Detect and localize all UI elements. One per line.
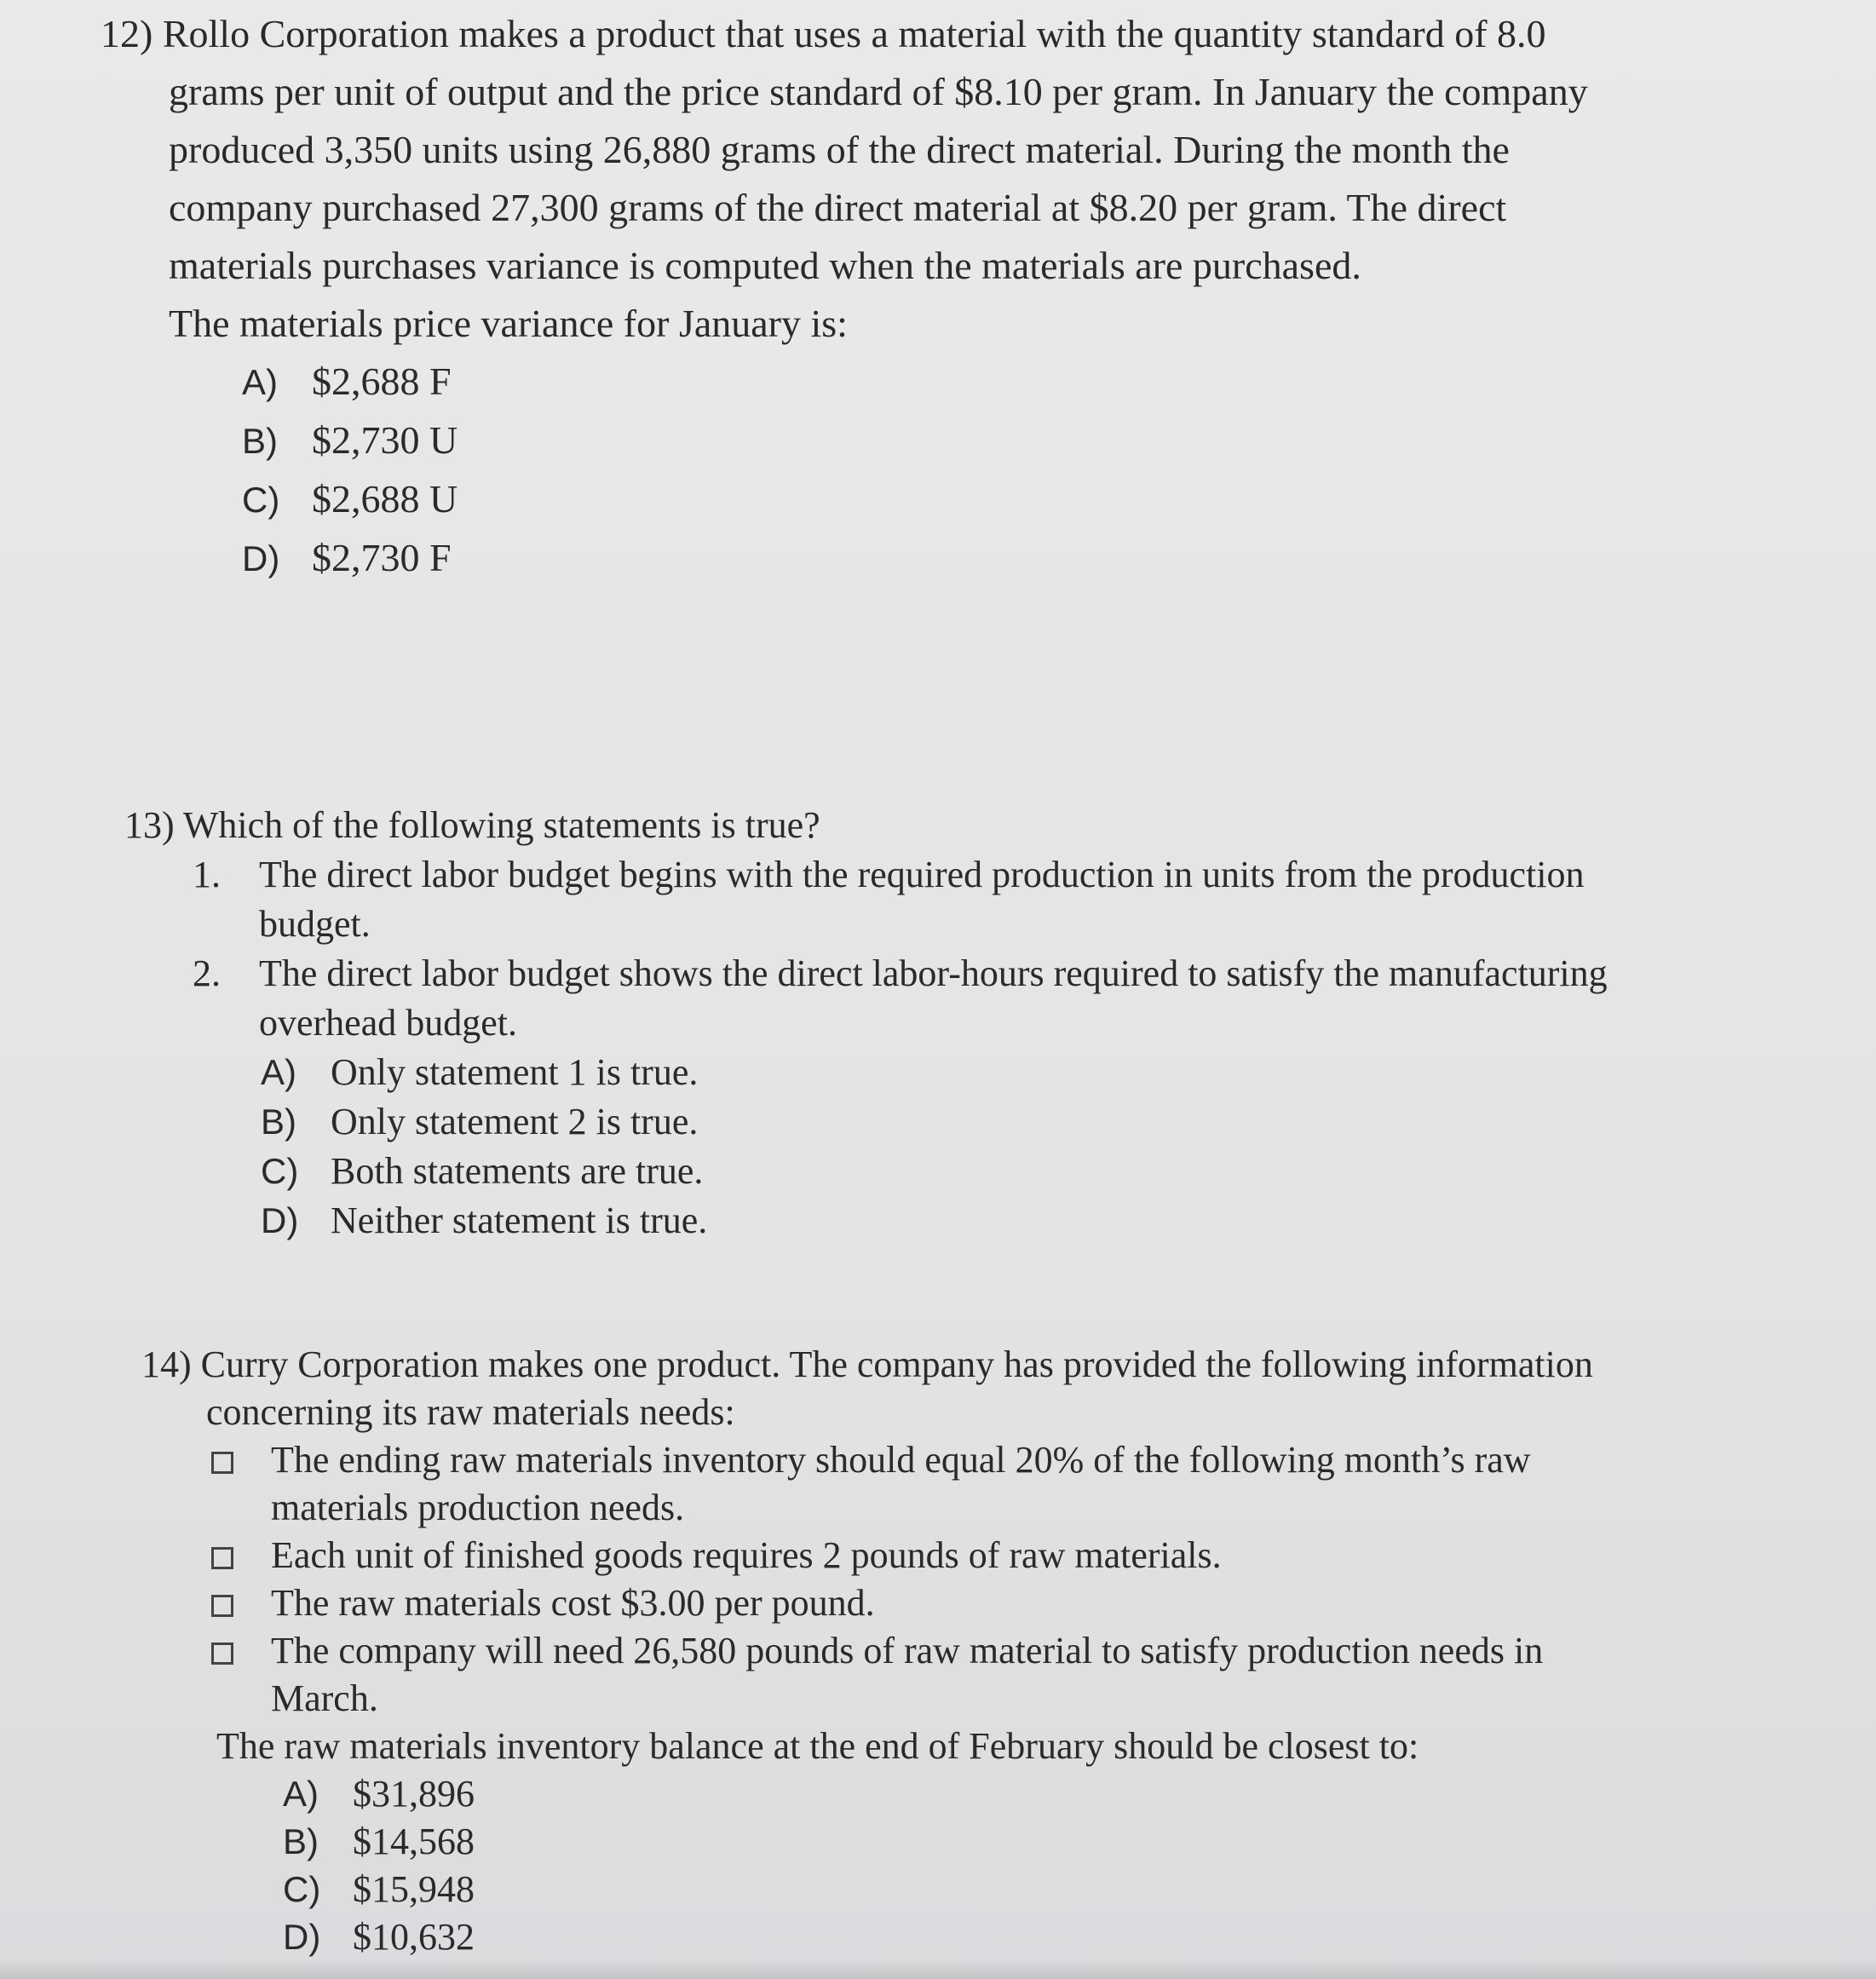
answer-choice-d [242, 529, 1830, 588]
info-bullet-list [211, 1436, 1871, 1723]
choice-text: $10,632 [353, 1916, 475, 1958]
statement-number: 2. [193, 952, 221, 994]
choice-text: $15,948 [353, 1868, 475, 1910]
choice-text: $31,896 [353, 1773, 475, 1815]
info-bullet [211, 1627, 1871, 1723]
question-number: 13) [124, 804, 175, 846]
answer-choice-c [242, 470, 1830, 529]
bullet-text-line: Each unit of finished goods requires 2 pounds of raw materials. [271, 1534, 1222, 1576]
statement-1 [193, 850, 1854, 949]
choice-text: $2,730 U [312, 418, 458, 462]
choice-text: Only statement 2 is true. [331, 1101, 699, 1142]
question-prompt: The materials price variance for January is: [169, 302, 848, 345]
question-13 [124, 801, 1854, 1246]
choice-letter: D) [283, 1917, 321, 1957]
question-text-line: concerning its raw materials needs: [206, 1391, 735, 1433]
choice-letter: D) [261, 1200, 299, 1240]
question-number: 12) [101, 12, 153, 55]
choice-letter: A) [283, 1774, 319, 1814]
choice-letter: D) [242, 538, 280, 578]
choice-text: Both statements are true. [331, 1150, 704, 1192]
answer-choice-d [283, 1913, 1871, 1961]
statement-list [193, 850, 1854, 1048]
info-bullet [211, 1436, 1871, 1532]
question-text-line: company purchased 27,300 grams of the direct material at $8.20 per gram. The direct [169, 186, 1507, 229]
statement-text-line: The direct labor budget shows the direct labor-hours required to satisfy the manufacturing [259, 952, 1608, 994]
choice-text: Neither statement is true. [331, 1199, 708, 1241]
bullet-text-line: The company will need 26,580 pounds of raw material to satisfy production needs in [271, 1630, 1544, 1671]
answer-choice-b [283, 1818, 1871, 1866]
checkbox-bullet-icon [211, 1642, 233, 1665]
answer-choice-a [242, 353, 1830, 411]
bullet-text-line: materials production needs. [271, 1487, 685, 1528]
choice-letter: C) [283, 1869, 321, 1909]
screen-bottom-edge [0, 1959, 1876, 1979]
choice-letter: B) [261, 1102, 296, 1142]
question-text-line: Curry Corporation makes one product. The company has provided the following information [200, 1343, 1593, 1385]
statement-text-line: overhead budget. [259, 1002, 517, 1044]
bullet-text-line: The ending raw materials inventory should equal 20% of the following month’s raw [271, 1439, 1531, 1481]
question-12-stem [101, 5, 1830, 63]
checkbox-bullet-icon [211, 1547, 233, 1569]
question-text-line: grams per unit of output and the price standard of $8.10 per gram. In January the company [169, 70, 1588, 113]
choice-text: $2,688 U [312, 477, 458, 521]
answer-choice-c [261, 1147, 1854, 1196]
question-number: 14) [141, 1343, 192, 1385]
statement-text-line: budget. [259, 903, 371, 945]
answer-choice-b [261, 1097, 1854, 1147]
choice-text: $2,688 F [312, 360, 452, 403]
question-14 [141, 1341, 1871, 1961]
answer-choice-a [261, 1048, 1854, 1097]
answer-choice-b [242, 411, 1830, 470]
choice-text: $2,730 F [312, 536, 452, 579]
statement-text-line: The direct labor budget begins with the required production in units from the production [259, 854, 1585, 895]
question-text: Which of the following statements is true? [182, 804, 820, 846]
choice-letter: C) [261, 1151, 299, 1191]
info-bullet [211, 1579, 1871, 1627]
question-14-stem [141, 1341, 1871, 1389]
answer-choices [242, 353, 1830, 588]
answer-choices [261, 1048, 1854, 1246]
question-prompt: The raw materials inventory balance at the end of February should be closest to: [216, 1725, 1419, 1767]
choice-letter: A) [261, 1052, 296, 1092]
checkbox-bullet-icon [211, 1452, 233, 1474]
choice-letter: B) [242, 421, 278, 461]
choice-text: Only statement 1 is true. [331, 1051, 699, 1093]
checkbox-bullet-icon [211, 1595, 233, 1617]
answer-choices [283, 1770, 1871, 1961]
question-text-line: materials purchases variance is computed when the materials are purchased. [169, 244, 1361, 287]
question-text-line: produced 3,350 units using 26,880 grams of the direct material. During the month the [169, 128, 1510, 171]
choice-letter: A) [242, 362, 278, 402]
statement-2 [193, 949, 1854, 1048]
choice-letter: B) [283, 1821, 319, 1861]
answer-choice-c [283, 1866, 1871, 1913]
question-13-stem [124, 801, 1854, 850]
choice-text: $14,568 [353, 1821, 475, 1862]
question-text-line: Rollo Corporation makes a product that uses a material with the quantity standard of 8.0 [162, 12, 1546, 55]
bullet-text-line: March. [271, 1677, 378, 1719]
info-bullet [211, 1532, 1871, 1579]
answer-choice-a [283, 1770, 1871, 1818]
statement-number: 1. [193, 854, 221, 895]
bullet-text-line: The raw materials cost $3.00 per pound. [271, 1582, 875, 1624]
question-12 [101, 5, 1830, 588]
answer-choice-d [261, 1196, 1854, 1246]
choice-letter: C) [242, 480, 280, 520]
